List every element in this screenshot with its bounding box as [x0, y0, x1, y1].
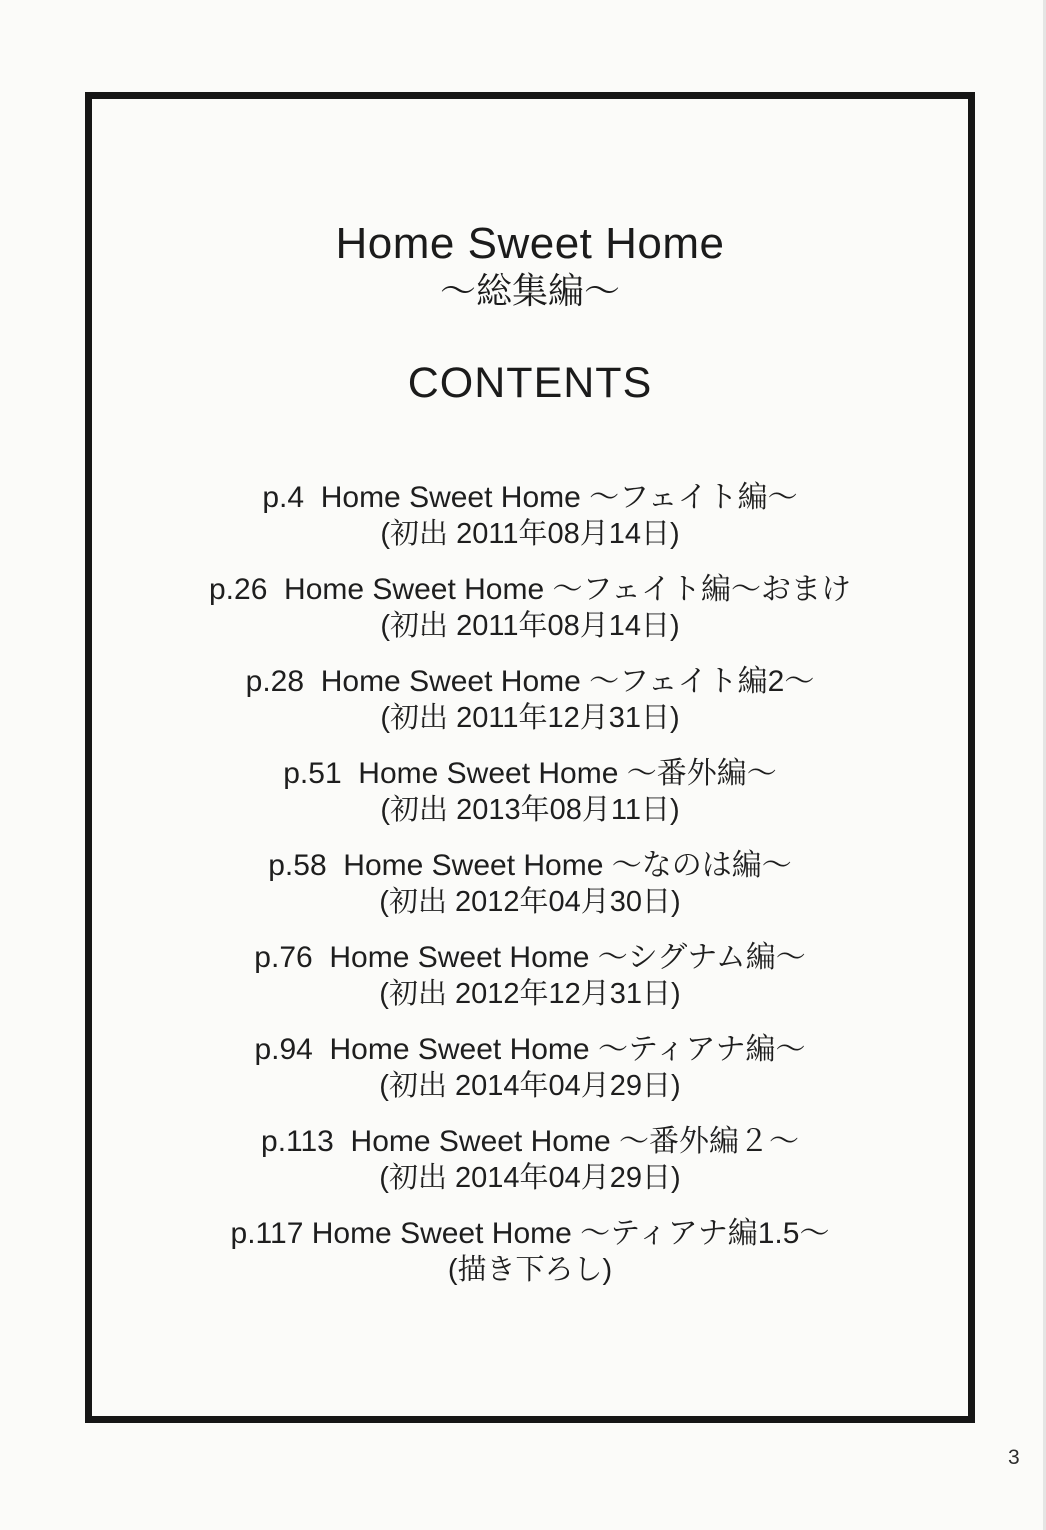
toc-entry-date: (初出 2014年04月29日) [379, 1070, 681, 1102]
toc-entry-title: p.94 Home Sweet Home ～ティアナ編～ [254, 1033, 806, 1066]
toc-entry-date: (初出 2011年12月31日) [380, 702, 680, 734]
toc-entry [92, 755, 968, 829]
page-content [92, 99, 968, 1416]
toc-entry-title: p.76 Home Sweet Home ～シグナム編～ [254, 941, 806, 974]
toc-entry [92, 847, 968, 921]
toc-entry [92, 479, 968, 553]
toc-entry-date: (初出 2011年08月14日) [380, 610, 680, 642]
page-frame [85, 92, 975, 1423]
page-number: 3 [1008, 1446, 1020, 1469]
toc-entry-title: p.51 Home Sweet Home ～番外編～ [283, 757, 777, 790]
toc-entry-date: (初出 2012年12月31日) [379, 978, 681, 1010]
toc-entry-title: p.58 Home Sweet Home ～なのは編～ [268, 849, 792, 882]
toc-entry [92, 1215, 968, 1289]
toc-entry-date: (描き下ろし) [447, 1254, 613, 1286]
toc-entry [92, 1031, 968, 1105]
toc-entry-date: (初出 2011年08月14日) [380, 518, 680, 550]
doc-title: Home Sweet Home [335, 219, 725, 268]
toc-list [92, 479, 968, 1289]
toc-entry-title: p.4 Home Sweet Home ～フェイト編～ [262, 481, 798, 514]
toc-entry [92, 939, 968, 1013]
doc-subtitle: ～総集編～ [439, 270, 620, 311]
toc-entry-title: p.117 Home Sweet Home ～ティアナ編1.5～ [230, 1217, 830, 1250]
toc-entry-date: (初出 2014年04月29日) [379, 1162, 681, 1194]
toc-entry-title: p.26 Home Sweet Home ～フェイト編～おまけ [209, 573, 851, 606]
toc-entry [92, 663, 968, 737]
toc-entry-date: (初出 2013年08月11日) [380, 794, 680, 826]
contents-heading: CONTENTS [407, 359, 653, 407]
toc-entry-title: p.28 Home Sweet Home ～フェイト編2～ [245, 665, 815, 698]
toc-entry [92, 1123, 968, 1197]
toc-entry-title: p.113 Home Sweet Home ～番外編２～ [261, 1125, 799, 1158]
toc-entry-date: (初出 2012年04月30日) [379, 886, 681, 918]
toc-entry [92, 571, 968, 645]
